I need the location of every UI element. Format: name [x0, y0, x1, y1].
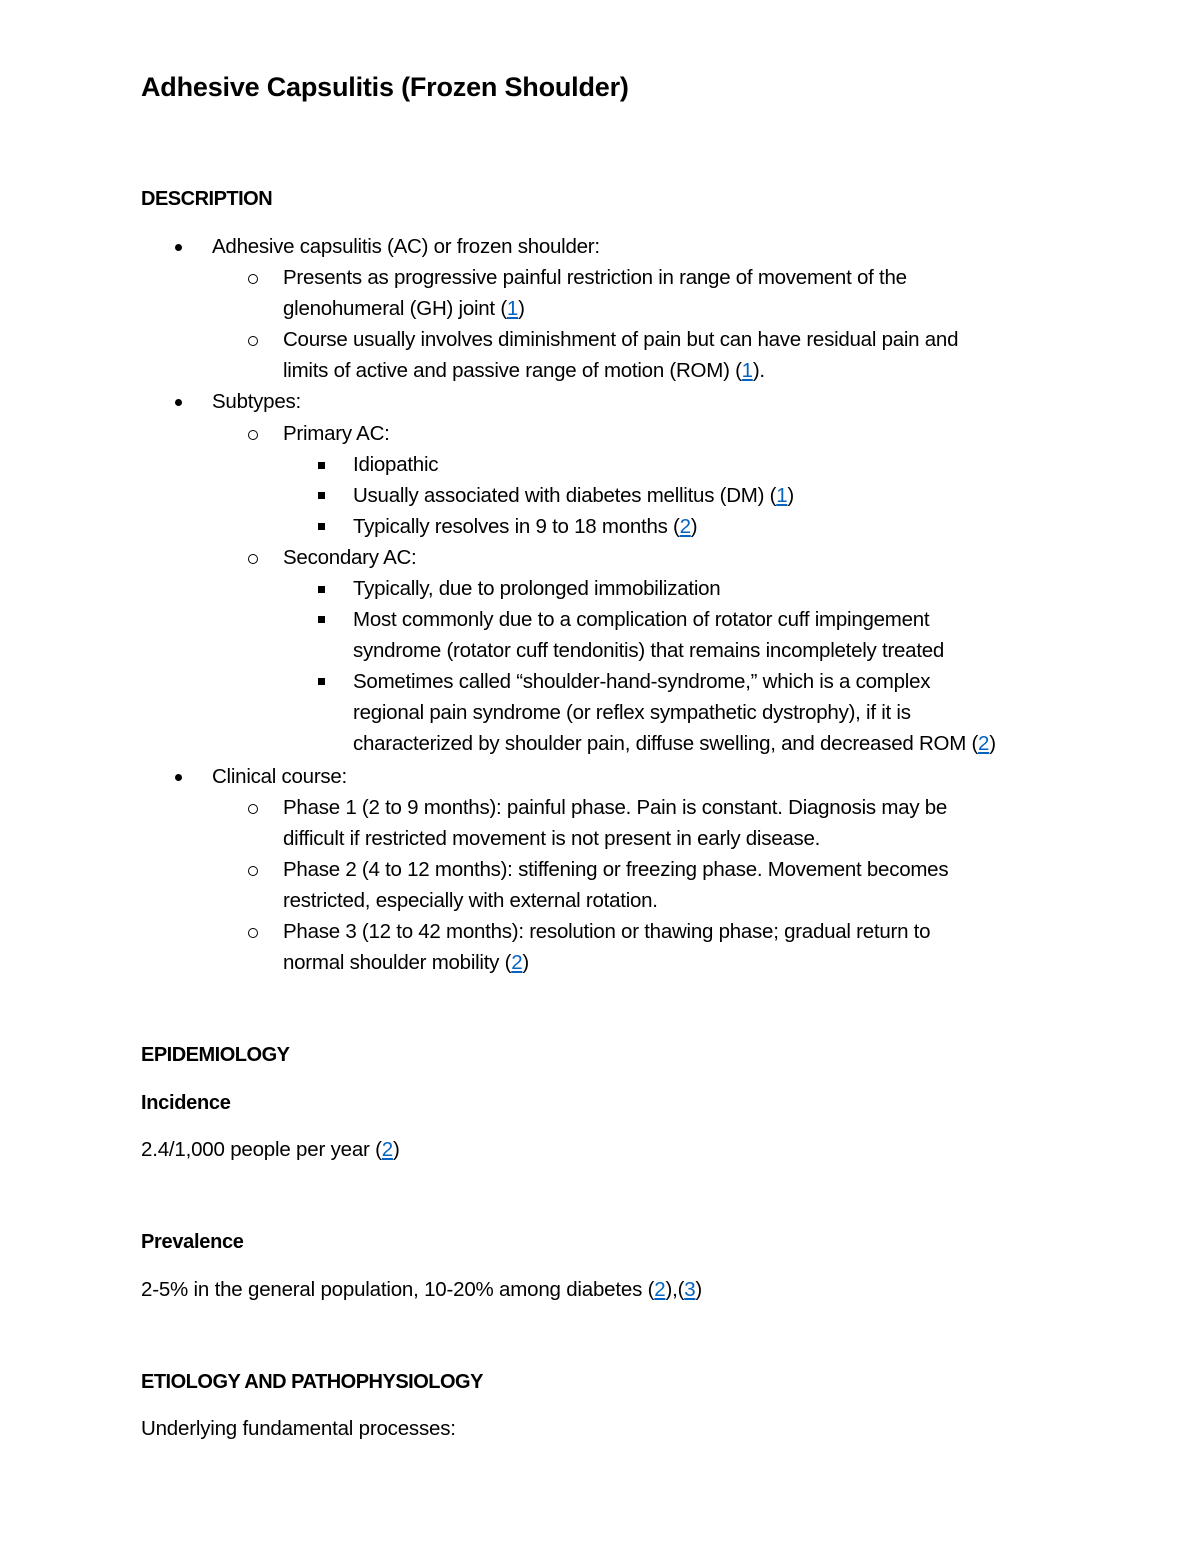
list-item-continuation: difficult if restricted movement is not present in early disease. — [283, 827, 821, 850]
list-item: Sometimes called “shoulder-hand-syndrome,” which is a complex — [353, 670, 931, 693]
reference-link[interactable]: 2 — [679, 515, 691, 538]
reference-link[interactable]: 3 — [684, 1278, 696, 1301]
reference-link[interactable]: 2 — [978, 732, 990, 755]
document-title: Adhesive Capsulitis (Frozen Shoulder) — [141, 72, 629, 102]
bullet-disc — [175, 244, 182, 251]
list-item: Usually associated with diabetes mellitus (DM) (1) — [353, 484, 794, 507]
list-item: Typically resolves in 9 to 18 months (2) — [353, 515, 698, 538]
section-heading-epidemiology: EPIDEMIOLOGY — [141, 1044, 290, 1066]
bullet-square — [318, 523, 325, 530]
bullet-circle — [248, 928, 258, 938]
list-item: Phase 3 (12 to 42 months): resolution or thawing phase; gradual return to — [283, 920, 931, 943]
list-item: Clinical course: — [212, 765, 347, 788]
reference-link[interactable]: 2 — [381, 1138, 393, 1161]
reference-link[interactable]: 1 — [776, 484, 788, 507]
reference-link[interactable]: 1 — [506, 297, 519, 320]
list-item: Typically, due to prolonged immobilization — [353, 577, 721, 600]
prevalence-text: 2-5% in the general population, 10-20% among diabetes (2),(3) — [141, 1278, 703, 1301]
list-item: Presents as progressive painful restriction in range of movement of the — [283, 266, 907, 289]
bullet-circle — [248, 430, 258, 440]
bullet-circle — [248, 804, 258, 814]
bullet-square — [318, 616, 325, 623]
bullet-square — [318, 492, 325, 499]
list-item: Course usually involves diminishment of pain but can have residual pain and — [283, 328, 959, 351]
incidence-text: 2.4/1,000 people per year (2) — [141, 1138, 400, 1161]
reference-link[interactable]: 2 — [511, 951, 523, 974]
reference-link[interactable]: 2 — [654, 1278, 666, 1301]
list-item-continuation: limits of active and passive range of motion (ROM) (1). — [283, 359, 765, 382]
subheading-incidence: Incidence — [141, 1092, 231, 1114]
bullet-circle — [248, 274, 258, 284]
reference-link[interactable]: 1 — [741, 359, 753, 382]
bullet-square — [318, 678, 325, 685]
bullet-disc — [175, 399, 182, 406]
list-item: Phase 1 (2 to 9 months): painful phase. Pain is constant. Diagnosis may be — [283, 796, 948, 819]
bullet-circle — [248, 554, 258, 564]
list-item: Adhesive capsulitis (AC) or frozen shoulder: — [212, 235, 600, 258]
bullet-square — [318, 586, 325, 593]
bullet-square — [318, 462, 325, 469]
list-item-continuation: restricted, especially with external rotation. — [283, 889, 658, 912]
list-item: Secondary AC: — [283, 546, 417, 569]
bullet-circle — [248, 866, 258, 876]
list-item-continuation: glenohumeral (GH) joint (1) — [283, 297, 525, 320]
bullet-circle — [248, 336, 258, 346]
etiology-subheading: Underlying fundamental processes: — [141, 1417, 456, 1440]
list-item-continuation: syndrome (rotator cuff tendonitis) that remains incompletely treated — [353, 639, 945, 662]
list-item: Primary AC: — [283, 422, 390, 445]
list-item-continuation: normal shoulder mobility (2) — [283, 951, 529, 974]
list-item: Phase 2 (4 to 12 months): stiffening or freezing phase. Movement becomes — [283, 858, 949, 881]
section-heading-etiology: ETIOLOGY AND PATHOPHYSIOLOGY — [141, 1371, 483, 1393]
subheading-prevalence: Prevalence — [141, 1231, 244, 1253]
list-item: Most commonly due to a complication of rotator cuff impingement — [353, 608, 930, 631]
list-item-continuation: regional pain syndrome (or reflex sympathetic dystrophy), if it is — [353, 701, 911, 724]
list-item-continuation: characterized by shoulder pain, diffuse swelling, and decreased ROM (2) — [353, 732, 996, 755]
list-item: Idiopathic — [353, 453, 439, 476]
section-heading-description: DESCRIPTION — [141, 188, 273, 210]
list-item: Subtypes: — [212, 390, 301, 413]
bullet-disc — [175, 774, 182, 781]
